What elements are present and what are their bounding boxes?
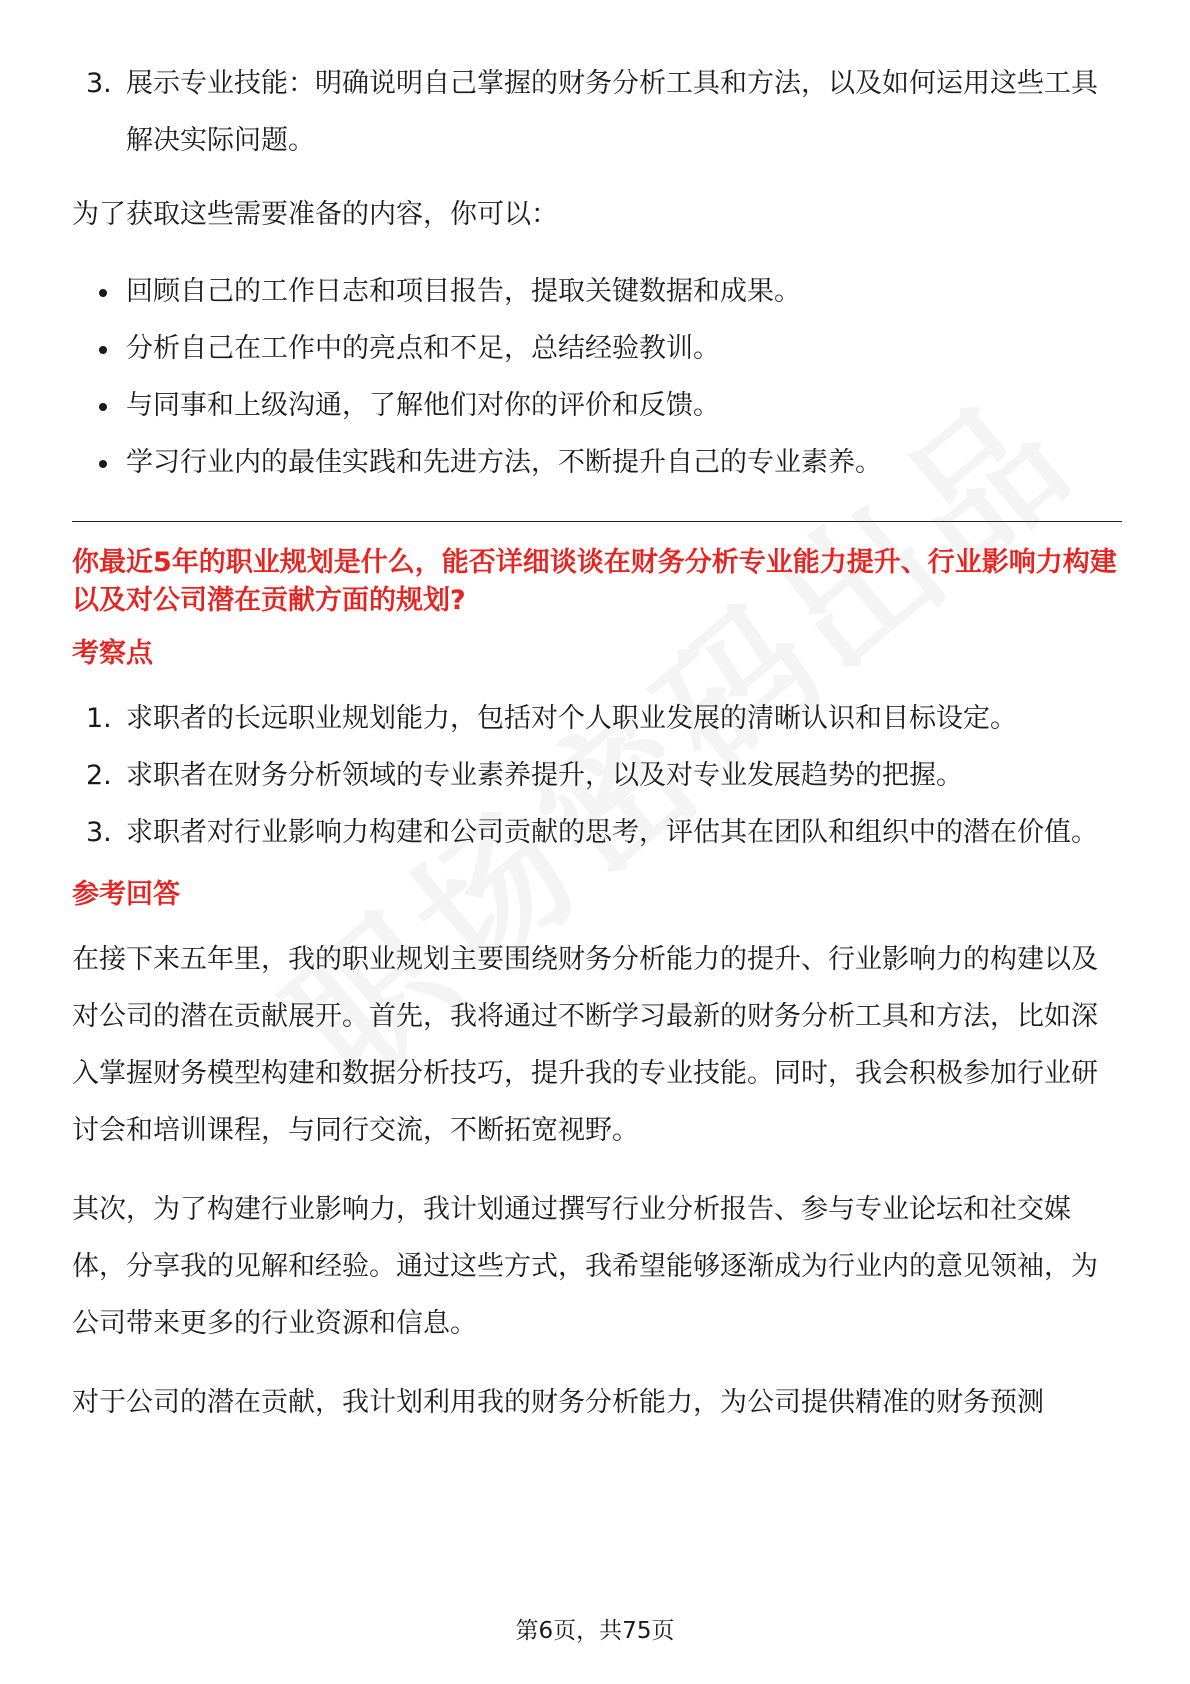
bullet-dot-icon [99,346,107,354]
list-number: 3. [86,68,112,99]
list-item [72,804,1122,861]
answer-paragraph: 其次，为了构建行业影响力，我计划通过撰写行业分析报告、参与专业论坛和社交媒体，分享我的见解和经验。通过这些方式，我希望能够逐渐成为行业内的意见领袖，为公司带来更多的行业资源和信息。 [72,1194,1098,1339]
list-number: 1. [86,703,112,734]
focus-list [72,690,1122,861]
list-item-text: 回顾自己的工作日志和项目报告，提取关键数据和成果。 [126,276,801,307]
list-number: 2. [86,760,112,791]
bullet-dot-icon [99,289,107,297]
list-item [72,377,1122,434]
list-item-text: 求职者的长远职业规划能力，包括对个人职业发展的清晰认识和目标设定。 [126,703,1017,734]
prep-intro: 为了获取这些需要准备的内容，你可以： [72,199,558,230]
list-item-text: 展示专业技能：明确说明自己掌握的财务分析工具和方法，以及如何运用这些工具解决实际问题。 [126,68,1098,156]
list-item [72,320,1122,377]
list-item [72,434,1122,491]
interview-question: 你最近5年的职业规划是什么，能否详细谈谈在财务分析专业能力提升、行业影响力构建以及对公司潜在贡献方面的规划? [72,547,1117,616]
focus-label: 考察点 [72,638,153,669]
answer-paragraph: 对于公司的潜在贡献，我计划利用我的财务分析能力，为公司提供精准的财务预测 [72,1387,1044,1418]
list-item [72,747,1122,804]
bullet-dot-icon [99,403,107,411]
list-number: 3. [86,817,112,848]
list-item [72,55,1122,169]
answer-label: 参考回答 [72,879,180,910]
page-content [72,55,1122,1431]
bullet-dot-icon [99,460,107,468]
list-item-text: 学习行业内的最佳实践和先进方法，不断提升自己的专业素养。 [126,447,882,478]
prep-bullet-list [72,263,1122,491]
page-footer: 第6页，共75页 [515,1618,675,1644]
list-item-text: 分析自己在工作中的亮点和不足，总结经验教训。 [126,333,720,364]
list-item-text: 求职者对行业影响力构建和公司贡献的思考，评估其在团队和组织中的潜在价值。 [126,817,1098,848]
list-item-text: 求职者在财务分析领域的专业素养提升，以及对专业发展趋势的把握。 [126,760,963,791]
answer-paragraph: 在接下来五年里，我的职业规划主要围绕财务分析能力的提升、行业影响力的构建以及对公司的潜在贡献展开。首先，我将通过不断学习最新的财务分析工具和方法，比如深入掌握财务模型构建和数据分析技巧，提升我的专业技能。同时，我会积极参加行业研讨会和培训课程，与同行交流，不断拓宽视野。 [72,944,1098,1146]
list-item-text: 与同事和上级沟通，了解他们对你的评价和反馈。 [126,390,720,421]
section-divider [72,521,1122,522]
top-numbered-list [72,55,1122,169]
list-item [72,690,1122,747]
list-item [72,263,1122,320]
